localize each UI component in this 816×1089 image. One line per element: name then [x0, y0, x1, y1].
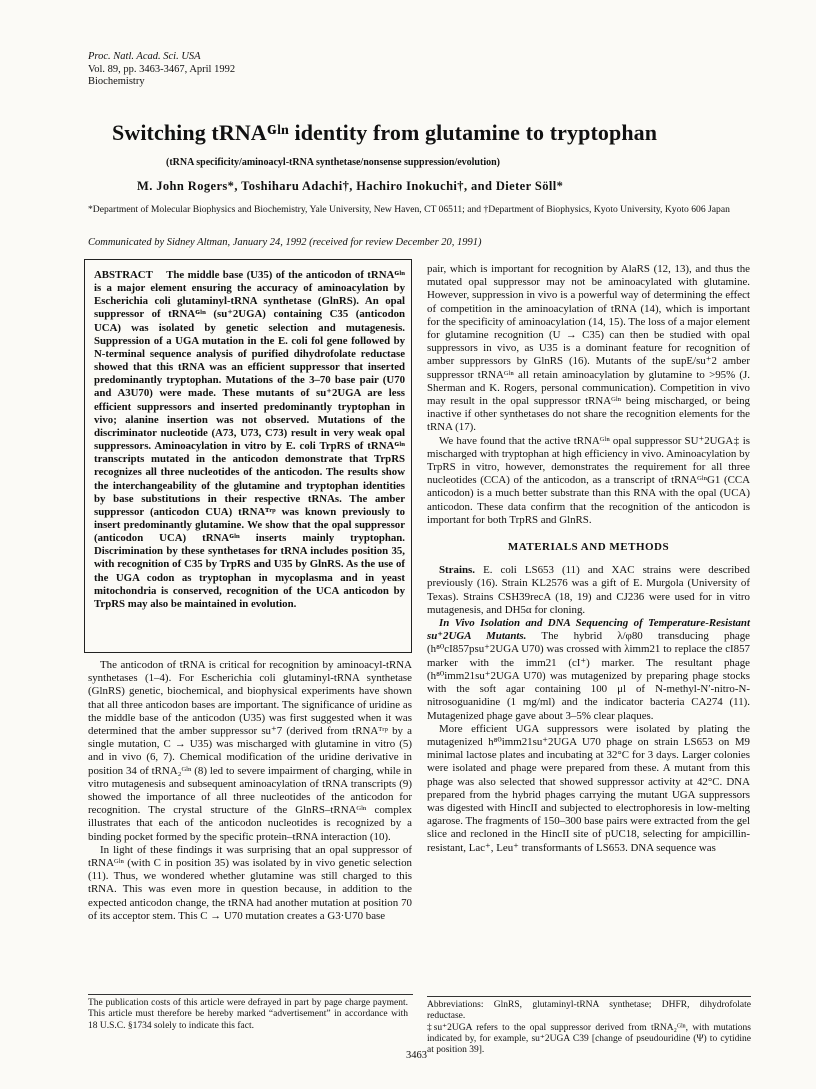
abstract-label: ABSTRACT [94, 269, 153, 281]
footnotes [427, 1000, 751, 1056]
paragraph-text: More efficient UGA suppressors were isolated by plating the mutagenized h⁸⁰imm21su⁺2UGA U70 phage on strain LS653 on M9 minimal lactose plates and incubating at 32°C for 3 days. Larger colonies were isolated and phage were prepared from these. A mutant from this phage was also selected that showed suppressor activity at 42°C. DNA prepared from the hybrid phages carrying the mutant UGA suppressors was digested with HincII and subjected to electrophoresis in low-melting agarose. The fragments of 150–300 base pairs were extracted from the gel slice and recloned in the HincII site of pUC18, selecting for ampicillin-resistant, Lac⁺, Leu⁺ transformants of LS653. DNA sequence was [427, 722, 750, 854]
abbreviations-footnote: Abbreviations: GlnRS, glutaminyl-tRNA synthetase; DHFR, dihydrofolate reductase. [427, 1000, 751, 1022]
author-list: M. John Rogers*, Toshiharu Adachi†, Hachiro Inokuchi†, and Dieter Söll* [137, 179, 564, 193]
methods-paragraph-isolation [427, 617, 750, 723]
intro-paragraph-2: In light of these findings it was surprising that an opal suppressor of tRNAᴳˡⁿ (with C in position 35) was isolated by in vivo genetic selection (11). Thus, we wondered whether glutamine was still charged to this tRNA. This was even more in question because, in addition to the expected anticodon change, the tRNA had another mutation at position 70 of its acceptor stem. This C → U70 mutation creates a G3·U70 base [88, 843, 412, 922]
footnote-divider [88, 994, 413, 995]
abstract [94, 269, 405, 611]
journal-header [88, 51, 235, 89]
journal-section: Biochemistry [88, 76, 145, 87]
introduction [88, 659, 412, 923]
footnote-double-dagger: ‡su⁺2UGA refers to the opal suppressor derived from tRNA₂ᴳˡⁿ, with mutations indicated by, for example, su⁺2UGA C39 [change of pseudouridine (Ψ) to cytidine at position 39]. [427, 1022, 751, 1056]
runin-heading: Strains. [439, 564, 476, 577]
methods-paragraph-suppressors [427, 723, 750, 855]
volume-line: Vol. 89, pp. 3463-3467, April 1992 [88, 63, 236, 75]
article-title: Switching tRNAᴳˡⁿ identity from glutamine to tryptophan [112, 120, 658, 145]
paragraph-text: E. coli LS653 (11) and XAC strains were described previously (16). Strain KL2576 was a gift of E. Murgola (University of Texas). Strains CSH39recA (18, 19) and CJ236 were used for in vitro mutagenesis, and DH5α for cloning. [427, 564, 750, 616]
affiliation: *Department of Molecular Biophysics and Biochemistry, Yale University, New Haven, CT 06511; and †Department of Biophysics, Kyoto University, Kyoto 606 Japan [88, 204, 730, 215]
keywords: (tRNA specificity/aminoacyl-tRNA synthetase/nonsense suppression/evolution) [166, 157, 500, 168]
runin-heading: In Vivo Isolation and DNA Sequencing of Temperature-Resistant su⁺2UGA Mutants. [427, 617, 750, 643]
abstract-box [84, 259, 412, 653]
section-heading: MATERIALS AND METHODS [507, 541, 670, 554]
journal-name: Proc. Natl. Acad. Sci. USA [88, 51, 201, 62]
paragraph-text: The hybrid λ/φ80 transducing phage (h⁸⁰cI857psu⁺2UGA U70) was crossed with λimm21 to replace the cI857 marker with the imm21 (cI⁺) marker. The resultant phage (h⁸⁰imm21su⁺2UGA U70) was mutagenized by preparing phage stocks with the soft agar containing 100 μl of N-methyl-N′-nitro-N-nitrosoguanidine (1 mg/ml) and the indicator bacteria CA274 (11). Mutagenized phage gave about 3–5% clear plaques. [427, 630, 751, 722]
methods-paragraph-strains [427, 564, 750, 617]
body-paragraph: We have found that the active tRNAᴳˡⁿ opal suppressor SU⁺2UGA‡ is mischarged with tryptophan at high efficiency in vivo. Aminoacylation by TrpRS in vitro, however, demonstrates the requirement for all three nucleotides (CCA) of the anticodon, as a transcript of tRNAᴳˡⁿG1 (CCA anticodon) is a much better substrate than this RNA with the opal (UCA) anticodon. These data confirm that the recognition of the anticodon is important for both TrpRS and GlnRS. [427, 434, 750, 526]
right-column [427, 263, 750, 855]
abstract-text: The middle base (U35) of the anticodon of tRNAᴳˡⁿ is a major element ensuring the accuracy of aminoacylation by Escherichia coli glutaminyl-tRNA synthetase (GlnRS). An opal suppressor of tRNAᴳˡⁿ (su⁺2UGA) containing C35 (anticodon UCA) was isolated by genetic selection and mutagenesis. Suppression of a UGA mutation in the E. coli fol gene followed by N-terminal sequence analysis of purified dihydrofolate reductase showed that this tRNA was an efficient suppressor that inserted predominantly tryptophan. Mutations of the 3–70 base pair (U70 and A3U70) were made. These mutants of su⁺2UGA are less efficient suppressors and inserted predominantly tryptophan in vivo; alanine insertion was not observed. Mutations of the discriminator nucleotide (A73, U73, C73) result in very weak opal suppressors. Aminoacylation in vitro by E. coli TrpRS of tRNAᴳˡⁿ transcripts mutated in the anticodon demonstrate that TrpRS recognizes all three nucleotides of the anticodon. The results show the interchangeability of the glutamine and tryptophan identities by base substitutions in their respective tRNAs. The amber suppressor (anticodon CUA) tRNAᵀʳᵖ was known previously to insert predominantly glutamine. We show that the opal suppressor (anticodon UCA) tRNAᴳˡⁿ inserts mainly tryptophan. Discrimination by these synthetases for tRNA includes position 35, with recognition of C35 by TrpRS and U35 by GlnRS. As the use of the UGA codon as tryptophan in mycoplasma and in yeast mitochondria is conserved, recognition of the UCA anticodon by TrpRS may also be maintained in evolution. [94, 269, 405, 610]
intro-paragraph-1: The anticodon of tRNA is critical for recognition by aminoacyl-tRNA synthetases (1–4). For Escherichia coli glutaminyl-tRNA synthetase (GlnRS) genetic, biochemical, and biophysical experiments have shown that all three anticodon bases are important. The significance of uridine as the middle base of the anticodon (U35) was first suggested when it was determined that the amber suppressor su⁺7 (derived from tRNAᵀʳᵖ by a single mutation, C → U35) was mischarged with glutamine in vitro (5) and in vivo (6, 7). Chemical modification of the uridine derivative in position 34 of tRNA₂ᴳˡⁿ (8) led to severe impairment of charging, while in vitro mutagenesis and subsequent aminoacylation of tRNA transcripts (9) showed the importance of all three nucleotides of the anticodon for recognition. The crystal structure of the GlnRS–tRNAᴳˡⁿ complex illustrates that each of the anticodon nucleotides is recognized by a binding pocket formed by the specific protein–tRNA interaction (10). [88, 659, 412, 843]
footnote-divider [427, 996, 751, 997]
communicated-by: Communicated by Sidney Altman, January 24, 1992 (received for review December 20, 1991) [88, 237, 482, 248]
body-paragraph-continued: pair, which is important for recognition by AlaRS (12, 13), and thus the mutated opal suppressor may not be aminoacylated with glutamine. However, suppression in vivo is a powerful way of determining the effect of competition in the aminoacylation of tRNA (14), which is important for the specificity of aminoacylation (14, 15). The loss of a major element for glutamine recognition (U → C35) can then be studied with opal suppressors in vivo, as U35 is a dominant feature for recognition of amber suppressors by GlnRS (16). Mutants of the supE/su⁺2 amber suppressor tRNAᴳˡⁿ all retain aminoacylation by glutamine to >95% (J. Sherman and K. Rogers, personal communication). Competition in vivo may result in the opal suppressor tRNAᴳˡⁿ being mischarged, or being inactive if other synthetases do not share the recognition elements for the tRNA (17). [427, 263, 750, 434]
publication-costs-note: The publication costs of this article were defrayed in part by page charge payment. This article must therefore be hereby marked “advertisement” in accordance with 18 U.S.C. §1734 solely to indicate this fact. [88, 998, 408, 1031]
page-number: 3463 [406, 1050, 427, 1061]
